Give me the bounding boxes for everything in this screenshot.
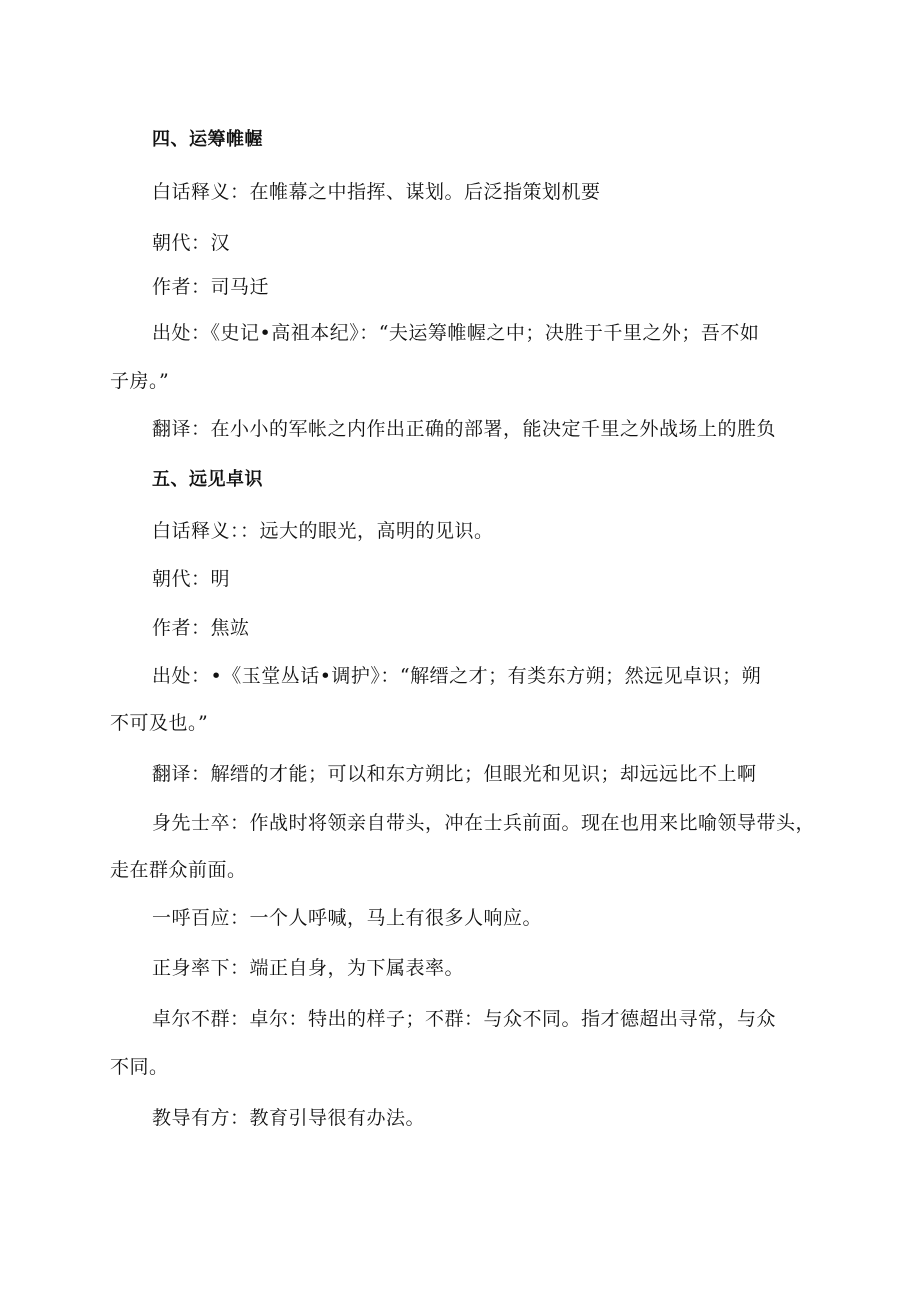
section5-translation: 翻译：解缙的才能；可以和东方朔比；但眼光和见识；却远远比不上啊 <box>152 763 757 785</box>
section5-source-line2: 不可及也。” <box>110 712 209 734</box>
section4-source-line2: 子房。” <box>110 370 170 392</box>
idiom-yihubaiying: 一呼百应：一个人呼喊，马上有很多人响应。 <box>152 907 543 929</box>
section4-meaning: 白话释义：在帷幕之中指挥、谋划。后泛指策划机要 <box>152 181 601 203</box>
section5-author: 作者：焦竑 <box>152 617 250 639</box>
section5-dynasty: 朝代：明 <box>152 568 231 590</box>
idiom-zhengshenshuaixia: 正身率下：端正自身，为下属表率。 <box>152 957 465 979</box>
idiom-shenxianshizu-line2: 走在群众前面。 <box>110 859 247 881</box>
section4-source-line1: 出处：《史记•高祖本纪》：“夫运筹帷幄之中；决胜于千里之外；吾不如 <box>152 322 760 344</box>
idiom-shenxianshizu-line1: 身先士卒：作战时将领亲自带头，冲在士兵前面。现在也用来比喻领导带头， <box>152 812 816 834</box>
idiom-zhuoerbuqun-line2: 不同。 <box>110 1056 169 1078</box>
idiom-zhuoerbuqun-line1: 卓尔不群：卓尔：特出的样子；不群：与众不同。指才德超出寻常，与众 <box>152 1008 777 1030</box>
section4-translation: 翻译：在小小的军帐之内作出正确的部署，能决定千里之外战场上的胜负 <box>152 418 777 440</box>
section4-dynasty: 朝代：汉 <box>152 232 231 254</box>
section-heading-4: 四、运筹帷幄 <box>152 129 263 150</box>
section5-source-line1: 出处：•《玉堂丛话•调护》：“解缙之才；有类东方朔；然远见卓识；朔 <box>152 665 762 687</box>
section4-author: 作者：司马迁 <box>152 276 270 298</box>
section-heading-5: 五、远见卓识 <box>152 469 263 490</box>
idiom-jiaodaoyoufang: 教导有方：教育引导很有办法。 <box>152 1107 426 1129</box>
section5-meaning: 白话释义：：远大的眼光，高明的见识。 <box>152 520 494 542</box>
